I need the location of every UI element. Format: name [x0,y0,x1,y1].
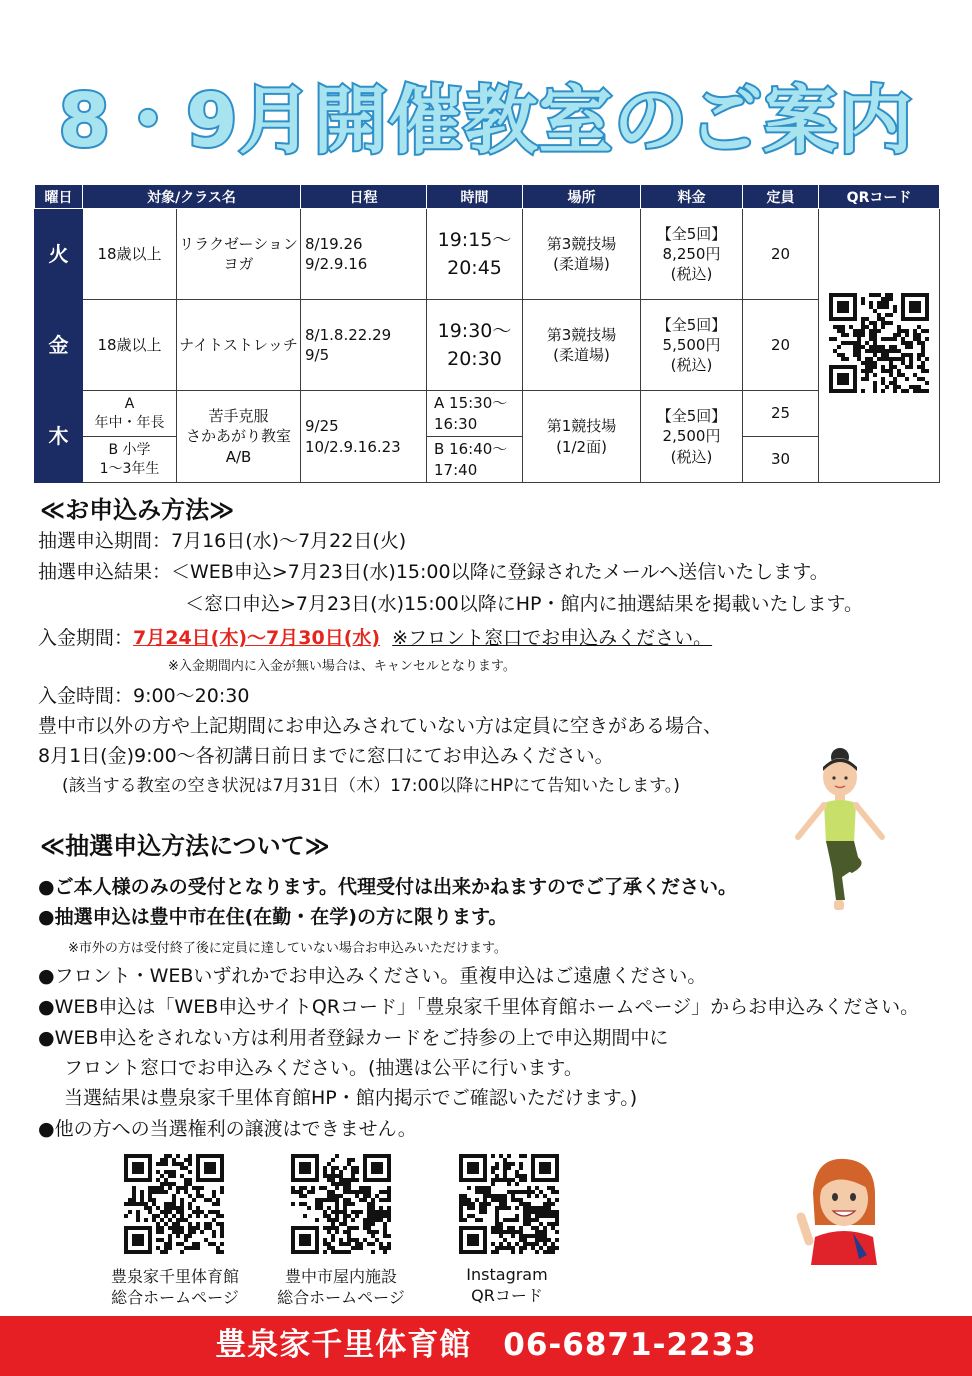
page-title: 8・9月開催教室のご案内 [58,78,914,164]
qr-caption-line: Instagram [466,1265,548,1284]
lottery-period: 抽選申込期間：7月16日(水)～7月22日(火) [38,530,407,552]
bullet-5-line-3: 当選結果は豊泉家千里体育館HP・館内掲示でご確認いただけます。) [64,1087,638,1109]
bullet-2: ●抽選申込は豊中市在住(在勤・在学)の方に限ります。 [38,906,508,928]
day-tue: 火 [35,209,83,300]
bullet-2-note: ※市外の方は受付終了後に定員に達していない場合お申込みいただけます。 [68,941,507,956]
payment-period [38,623,712,650]
qr-cell [819,209,940,483]
target: 18歳以上 [83,209,177,300]
other-info-1: 豊中市以外の方や上記期間にお申込みされていない方は定員に空きがある場合、 [38,715,723,737]
bullet-6: ●他の方への当選権利の譲渡はできません。 [38,1118,417,1140]
qr-caption-3 [422,1265,592,1307]
dates: 9/25 10/2.9.16.23 [301,391,427,483]
capacity-b: 30 [743,437,819,483]
result-web: 抽選申込結果：＜WEB申込>7月23日(水)15:00以降に登録されたメールへ送信いたします。 [38,561,829,583]
footer-contact: 豊泉家千里体育館 06-6871-2233 [0,1316,972,1376]
header-place: 場所 [523,185,641,209]
schedule-table [34,184,940,483]
capacity: 20 [743,209,819,300]
class-name: ナイトストレッチ [177,300,301,391]
table-row [35,391,940,437]
yoga-woman-illustration [790,745,890,915]
payment-label: 入金期間： [38,627,134,649]
other-info-3: (該当する教室の空き状況は7月31日（木）17:00以降にHPにて告知いたします。) [62,776,680,796]
payment-dates: 7月24日(木)～7月30日(水) [133,627,381,649]
class-name: リラクゼーション ヨガ [177,209,301,300]
time-b: B 16:40～ 17:40 [427,437,523,483]
day-fri: 金 [35,300,83,391]
payment-hours: 入金時間：9:00～20:30 [38,685,250,707]
header-dates: 日程 [301,185,427,209]
capacity: 20 [743,300,819,391]
day-thu: 木 [35,391,83,483]
qr-code-icon[interactable] [825,289,933,397]
header-capacity: 定員 [743,185,819,209]
header-class: 対象/クラス名 [83,185,301,209]
qr-caption-1 [90,1267,260,1309]
dates: 8/1.8.22.29 9/5 [301,300,427,391]
table-row [35,437,940,483]
fee: 【全5回】 8,250円 (税込) [641,209,743,300]
bullet-5-line-2: フロント窓口でお申込みください。(抽選は公平に行います。 [64,1057,583,1079]
header-day: 曜日 [35,185,83,209]
bullet-4: ●WEB申込は「WEB申込サイトQRコード」「豊泉家千里体育館ホームページ」からお申込みください。 [38,996,920,1018]
target-a: A 年中・年長 [83,391,177,437]
table-row [35,209,940,300]
qr-code-icon[interactable] [455,1150,563,1258]
waving-staff-illustration [795,1155,890,1265]
result-window: ＜窓口申込>7月23日(水)15:00以降にHP・館内に抽選結果を掲載いたします。 [185,593,863,615]
header-fee: 料金 [641,185,743,209]
class-name: 苦手克服 さかあがり教室 A/B [177,391,301,483]
time-a: A 15:30～ 16:30 [427,391,523,437]
bullet-5-line-1: ●WEB申込をされない方は利用者登録カードをご持参の上で申込期間中に [38,1027,669,1049]
other-info-2: 8月1日(金)9:00～各初講日前日までに窓口にてお申込みください。 [38,745,614,767]
place: 第1競技場 (1/2面) [523,391,641,483]
payment-note: ※フロント窓口でお申込みください。 [392,627,713,649]
time: 19:15～ 20:45 [427,209,523,300]
qr-caption-line: 総合ホームページ [111,1287,239,1307]
qr-caption-line: 豊泉家千里体育館 [110,1267,239,1286]
table-header-row [35,185,940,209]
cancel-note: ※入金期間内に入金が無い場合は、キャンセルとなります。 [168,659,516,674]
time: 19:30～ 20:30 [427,300,523,391]
target: 18歳以上 [83,300,177,391]
capacity-a: 25 [743,391,819,437]
qr-caption-line: 豊中市屋内施設 [284,1267,397,1286]
dates: 8/19.26 9/2.9.16 [301,209,427,300]
fee: 【全5回】 2,500円 (税込) [641,391,743,483]
target-b: B 小学 1～3年生 [83,437,177,483]
apply-heading: ≪お申込み方法≫ [40,496,235,524]
qr-caption-2 [256,1267,426,1309]
qr-code-icon[interactable] [120,1150,228,1258]
place: 第3競技場 (柔道場) [523,300,641,391]
bullet-3: ●フロント・WEBいずれかでお申込みください。重複申込はご遠慮ください。 [38,965,707,987]
fee: 【全5回】 5,500円 (税込) [641,300,743,391]
header-qr: QRコード [819,185,940,209]
header-time: 時間 [427,185,523,209]
qr-caption-line: 総合ホームページ [277,1287,405,1307]
bullet-1: ●ご本人様のみの受付となります。代理受付は出来かねますのでご了承ください。 [38,876,738,898]
qr-code-icon[interactable] [287,1150,395,1258]
qr-caption-line: QRコード [471,1285,543,1305]
table-row [35,300,940,391]
place: 第3競技場 (柔道場) [523,209,641,300]
lottery-heading: ≪抽選申込方法について≫ [40,832,330,860]
